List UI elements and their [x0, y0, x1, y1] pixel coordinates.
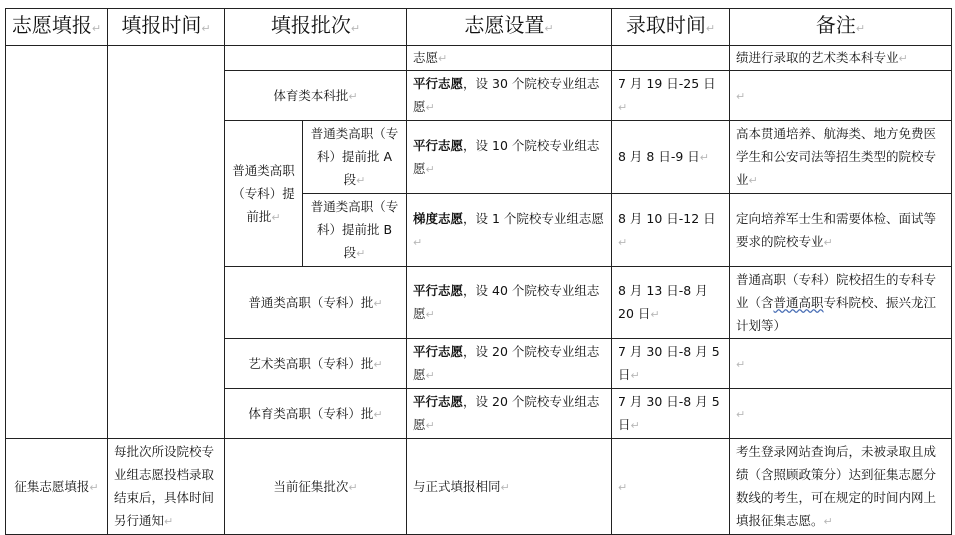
cell-setting: 平行志愿，设 30 个院校专业组志愿↵ — [407, 71, 612, 121]
cell-remark: 高本贯通培养、航海类、地方免费医学生和公安司法等招生类型的院校专业↵ — [730, 121, 952, 194]
cell-setting: 志愿↵ — [407, 46, 612, 71]
header-zhiyuan-shezhi: 志愿设置↵ — [407, 9, 612, 46]
cell-batch — [225, 46, 407, 71]
cell-empty — [6, 46, 108, 439]
cell-batch: 体育类本科批↵ — [225, 71, 407, 121]
cell-sub-batch: 普通类高职（专科）提前批 A 段↵ — [303, 121, 407, 194]
cell-sub-batch: 普通类高职（专科）提前批 B 段↵ — [303, 194, 407, 267]
cell-remark: 普通高职（专科）院校招生的专科专业（含普通高职专科院校、振兴龙江计划等） — [730, 267, 952, 339]
cell-batch: 当前征集批次↵ — [225, 439, 407, 535]
cell-setting: 平行志愿，设 40 个院校专业组志愿↵ — [407, 267, 612, 339]
cell-remark: 考生登录网站查询后，未被录取且成绩（含照顾政策分）达到征集志愿分数线的考生，可在规定的时间内网上填报征集志愿。↵ — [730, 439, 952, 535]
admission-schedule-table — [5, 8, 952, 535]
cell-time: 7 月 19 日-25 日↵ — [612, 71, 730, 121]
cell-time: 7 月 30 日-8 月 5 日↵ — [612, 389, 730, 439]
cell-setting: 平行志愿，设 10 个院校专业组志愿↵ — [407, 121, 612, 194]
cell-setting: 与正式填报相同↵ — [407, 439, 612, 535]
cell-time: ↵ — [612, 439, 730, 535]
cell-group-label: 普通类高职（专科）提前批↵ — [225, 121, 303, 267]
cell-remark: 定向培养军士生和需要体检、面试等要求的院校专业↵ — [730, 194, 952, 267]
cell-empty — [108, 46, 225, 439]
cell-time: 8 月 8 日-9 日↵ — [612, 121, 730, 194]
header-tianbao-shijian: 填报时间↵ — [108, 9, 225, 46]
cell-batch: 普通类高职（专科）批↵ — [225, 267, 407, 339]
header-zhiyuan-tianbao: 志愿填报↵ — [6, 9, 108, 46]
table-row — [6, 439, 952, 535]
cell-setting: 平行志愿，设 20 个院校专业组志愿↵ — [407, 339, 612, 389]
cell-remark: ↵ — [730, 71, 952, 121]
table-row — [6, 46, 952, 71]
cell-time: 7 月 30 日-8 月 5 日↵ — [612, 339, 730, 389]
cell-setting: 平行志愿，设 20 个院校专业组志愿↵ — [407, 389, 612, 439]
header-row — [6, 9, 952, 46]
cell-time — [612, 46, 730, 71]
cell-remark: 绩进行录取的艺术类本科专业↵ — [730, 46, 952, 71]
cell-time: 8 月 10 日-12 日↵ — [612, 194, 730, 267]
header-beizhu: 备注↵ — [730, 9, 952, 46]
cell-remark: ↵ — [730, 389, 952, 439]
cell-remark: ↵ — [730, 339, 952, 389]
cell-batch: 艺术类高职（专科）批↵ — [225, 339, 407, 389]
cell-zhengji: 征集志愿填报↵ — [6, 439, 108, 535]
header-luqu-shijian: 录取时间↵ — [612, 9, 730, 46]
cell-time: 8 月 13 日-8 月 20 日↵ — [612, 267, 730, 339]
header-tianbao-pici: 填报批次↵ — [225, 9, 407, 46]
cell-zhengji-time: 每批次所设院校专业组志愿投档录取结束后，具体时间另行通知↵ — [108, 439, 225, 535]
cell-setting: 梯度志愿，设 1 个院校专业组志愿↵ — [407, 194, 612, 267]
cell-batch: 体育类高职（专科）批↵ — [225, 389, 407, 439]
